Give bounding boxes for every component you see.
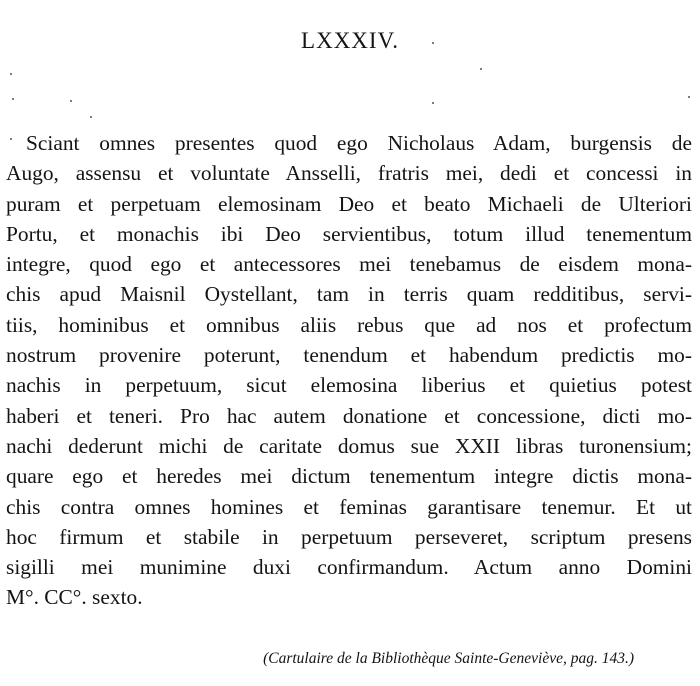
text-line: hoc firmum et stabile in perpetuum perseveret, scriptum presens — [6, 524, 692, 549]
scan-speck — [10, 138, 12, 140]
citation-source: (Cartulaire de la Bibliothèque Sainte-Geneviève — [263, 650, 563, 667]
text-line: M°. CC°. sexto. — [6, 585, 143, 610]
text-line: integre, quod ego et antecessores mei tenebamus de eisdem mona- — [6, 252, 692, 277]
scan-speck — [70, 100, 72, 102]
charter-number-title: LXXXIV. — [301, 28, 399, 53]
text-line: chis apud Maisnil Oystellant, tam in terris quam redditibus, servi- — [6, 282, 692, 307]
text-line: sigilli mei munimine duxi confirmandum. Actum anno Domini — [6, 555, 692, 580]
text-line: Sciant omnes presentes quod ego Nicholaus Adam, burgensis de — [26, 131, 692, 155]
citation — [0, 650, 634, 668]
citation-page: pag. 143.) — [570, 650, 634, 667]
scan-speck — [12, 98, 14, 100]
text-line: haberi et teneri. Pro hac autem donatione et concessione, dicti mo- — [6, 403, 692, 428]
text-line: nostrum provenire poterunt, tenendum et habendum predictis mo- — [6, 343, 692, 368]
charter-body — [6, 128, 692, 613]
citation-separator: , — [562, 650, 571, 667]
scan-speck — [480, 68, 482, 70]
text-line: quare ego et heredes mei dictum tenementum integre dictis mona- — [6, 464, 692, 489]
scan-speck — [688, 96, 690, 98]
scan-speck — [10, 73, 12, 75]
text-line: tiis, hominibus et omnibus aliis rebus que ad nos et profectum — [6, 312, 692, 337]
text-line: nachis in perpetuum, sicut elemosina liberius et quietius potest — [6, 373, 692, 398]
scan-speck — [432, 102, 434, 104]
text-line: Portu, et monachis ibi Deo servientibus, totum illud tenementum — [6, 221, 692, 246]
scan-speck — [432, 42, 434, 44]
text-line: chis contra omnes homines et feminas garantisare tenemur. Et ut — [6, 494, 692, 519]
text-line: nachi dederunt michi de caritate domus sue XXII libras turonensium; — [6, 433, 692, 458]
text-line: Augo, assensu et voluntate Ansselli, fratris mei, dedi et concessi in — [6, 161, 692, 186]
text-line: puram et perpetuam elemosinam Deo et beato Michaeli de Ulteriori — [6, 191, 692, 216]
scan-speck — [90, 116, 92, 118]
